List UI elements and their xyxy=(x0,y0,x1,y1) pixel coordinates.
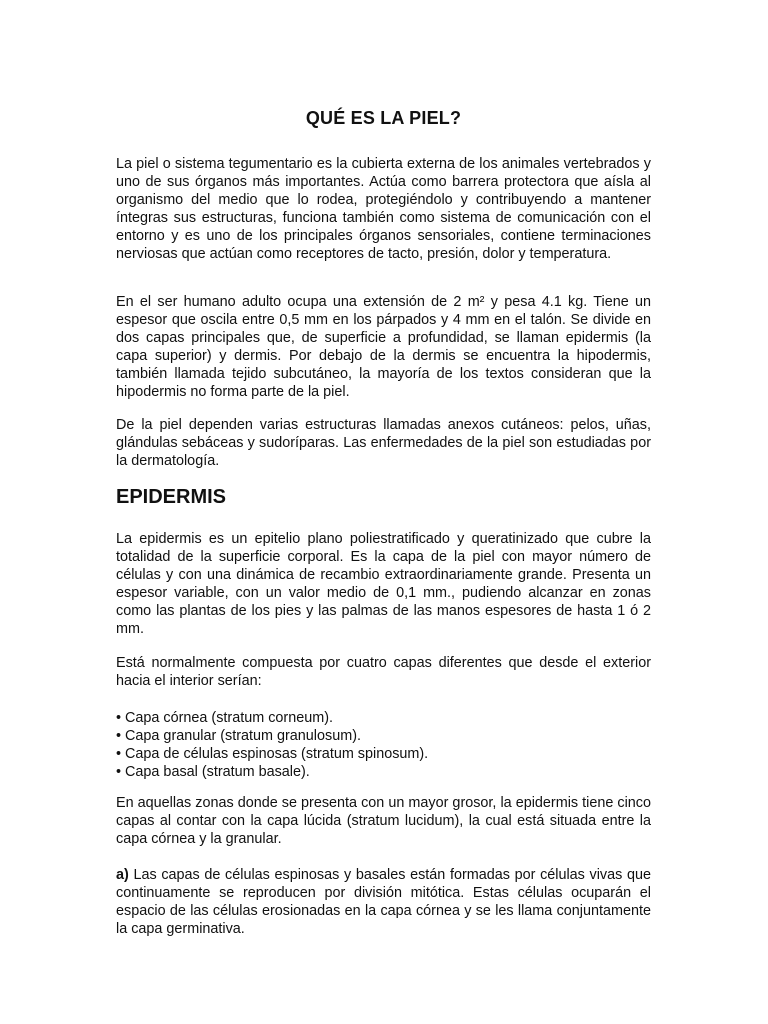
epidermis-paragraph-3: En aquellas zonas donde se presenta con un mayor grosor, la epidermis tiene cinco capas al contar con la capa lúcida (stratum lucidum), la cual está situada entre la capa córnea y la granular. xyxy=(116,795,651,848)
intro-paragraph-2: En el ser humano adulto ocupa una extensión de 2 m² y pesa 4.1 kg. Tiene un espesor que oscila entre 0,5 mm en los párpados y 4 mm en el talón. Se divide en dos capas principales que, de superficie a profundidad, se llaman epidermis (la capa superior) y dermis. Por debajo de la dermis se encuentra la hipodermis, también llamada tejido subcutáneo, la mayoría de los textos consideran que la hipodermis no forma parte de la piel. xyxy=(116,294,651,401)
epidermis-paragraph-2: Está normalmente compuesta por cuatro capas diferentes que desde el exterior hacia el interior serían: xyxy=(116,655,651,690)
epidermis-paragraph-1: La epidermis es un epitelio plano poliestratificado y queratinizado que cubre la totalidad de la superficie corporal. Es la capa de la piel con mayor número de células y con una dinámica de recambio extraordinariamente grande. Presenta un espesor variable, con un valor medio de 0,1 mm., pudiendo alcanzar en zonas como las plantas de los pies y las palmas de las manos espesores de hasta 1 ó 2 mm. xyxy=(116,531,651,638)
list-item: • Capa basal (stratum basale). xyxy=(116,764,310,781)
paragraph-label: a) xyxy=(116,867,129,883)
intro-paragraph-1: La piel o sistema tegumentario es la cubierta externa de los animales vertebrados y uno de sus órganos más importantes. Actúa como barrera protectora que aísla al organismo del medio que lo rodea, protegiéndolo y contribuyendo a mantener íntegras sus estructuras, funciona también como sistema de comunicación con el entorno y es uno de los principales órganos sensoriales, contiene terminaciones nerviosas que actúan como receptores de tacto, presión, dolor y temperatura. xyxy=(116,156,651,263)
page-title: QUÉ ES LA PIEL? xyxy=(305,108,462,128)
epidermis-paragraph-4 xyxy=(116,866,651,938)
epidermis-layers-list xyxy=(116,709,428,781)
list-item: • Capa de células espinosas (stratum spinosum). xyxy=(116,746,429,763)
intro-paragraph-3: De la piel dependen varias estructuras llamadas anexos cutáneos: pelos, uñas, glándulas sebáceas y sudoríparas. Las enfermedades de la piel son estudiadas por la dermatología. xyxy=(116,417,651,470)
list-item: • Capa córnea (stratum corneum). xyxy=(116,710,333,726)
paragraph-text: Las capas de células espinosas y basales están formadas por células vivas que continuamente se reproducen por división mitótica. Estas células ocuparán el espacio de las células erosionadas en la capa córnea y se les llama conjuntamente la capa germinativa. xyxy=(116,867,651,938)
list-item: • Capa granular (stratum granulosum). xyxy=(116,728,361,745)
section-heading-epidermis: EPIDERMIS xyxy=(116,486,227,508)
